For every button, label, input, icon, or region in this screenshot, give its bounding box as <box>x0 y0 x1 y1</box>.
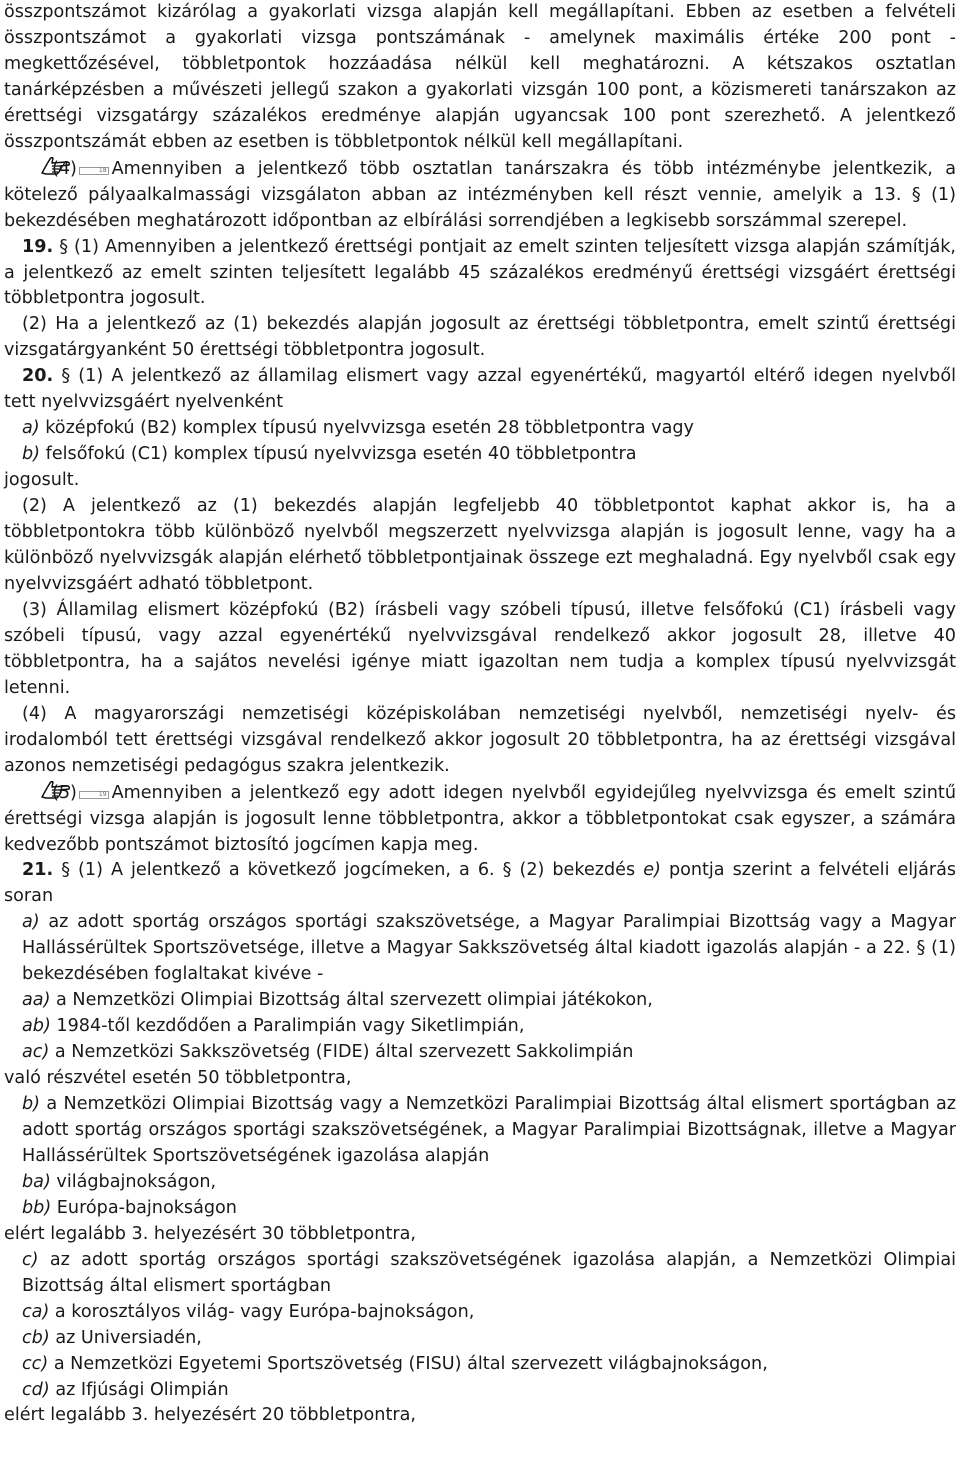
list-item-ac <box>4 1040 956 1066</box>
item-label: c) <box>22 1249 39 1270</box>
section-number: 20. <box>22 366 54 387</box>
paragraph-number: (5) <box>52 782 77 803</box>
item-label: aa) <box>22 990 51 1011</box>
section-19-paragraph-1 <box>4 235 956 313</box>
section-21-paragraph-1 <box>4 858 956 910</box>
item-text: az adott sportág országos sportági szakszövetségének igazolása alapján, a Nemzetközi Olimpiai Bizottság által elismert sportágban <box>22 1249 956 1296</box>
item-text: felsőfokú (C1) komplex típusú nyelvvizsga esetén 40 többletpontra <box>45 444 637 465</box>
item-text: középfokú (B2) komplex típusú nyelvvizsga esetén 28 többletpontra vagy <box>45 418 694 439</box>
section-number: 21. <box>22 860 54 881</box>
list-tail: való részvétel esetén 50 többletpontra, <box>4 1068 352 1089</box>
item-text: a Nemzetközi Sakkszövetség (FIDE) által szervezett Sakkolimpián <box>54 1042 634 1063</box>
item-text: az Ifjúsági Olimpián <box>55 1379 229 1400</box>
item-label: ac) <box>22 1042 50 1063</box>
paragraph-18-4 <box>4 156 956 235</box>
footnote-ref[interactable]: 19 <box>79 791 109 799</box>
list-item-bb <box>4 1196 956 1222</box>
item-text: a Nemzetközi Olimpiai Bizottság által szervezett olimpiai játékokon, <box>56 990 653 1011</box>
list-item-aa <box>4 988 956 1014</box>
section-20-paragraph-5 <box>4 780 956 859</box>
item-label: ca) <box>22 1301 50 1322</box>
list-item-a <box>4 910 956 988</box>
paragraph-text: Amennyiben a jelentkező több osztatlan tanárszakra és több intézménybe jelentkezik, a kötelező pályaalkalmassági vizsgálaton abban az intézményben kell részt vennie, amelyik a 13. § (1) bekezdésében meghatározott időpontban az elbírálási sorrendjében a legkisebb sorszámmal szerepel. <box>4 158 956 231</box>
item-text: az Universiadén, <box>55 1327 202 1348</box>
item-label: bb) <box>22 1197 52 1218</box>
list-item-cb <box>4 1326 956 1352</box>
list-item-cd <box>4 1378 956 1404</box>
list-item-ca <box>4 1300 956 1326</box>
list-item-ba <box>4 1170 956 1196</box>
item-label: ba) <box>22 1171 51 1192</box>
item-text: 1984-től kezdődően a Paralimpián vagy Siketlimpián, <box>56 1016 525 1037</box>
item-text: az adott sportág országos sportági szakszövetsége, a Magyar Paralimpiai Bizottság vagy a Magyar Hallássérültek Sportszövetsége, illetve a Magyar Sakkszövetség által kiadott igazolás alapján - a 22. § (1) bekezdésében foglaltakat kivéve - <box>22 912 957 985</box>
list-item-c <box>4 1248 956 1300</box>
section-20-paragraph-2: (2) A jelentkező az (1) bekezdés alapján legfeljebb 40 többletpontot kaphat akkor is, ha a többletpontokra több különböző nyelvből megszerzett nyelvvizsga alapján is jogosult lenne, vagy ha a különböző nyelvvizsgák alapján elérhető többletpontjainak összege ezt meghaladná. Egy nyelvből csak egy nyelvvizsgáért adható többletpont. <box>4 496 956 594</box>
paragraph-text: Amennyiben a jelentkező egy adott idegen nyelvből egyidejűleg nyelvvizsga és emelt szintű érettségi vizsga alapján is jogosult lenne többletpontra, akkor a többletpontokat csak egyszer, a számára kedvezőbb pontszámot biztosító jogcímen kapja meg. <box>4 782 956 855</box>
list-item-b <box>4 442 956 468</box>
footnote-ref[interactable]: 18 <box>79 167 109 175</box>
pointing-hand-icon[interactable] <box>22 156 52 176</box>
item-text: világbajnokságon, <box>56 1171 217 1192</box>
paragraph-number: (4) <box>52 158 77 179</box>
list-item-cc <box>4 1352 956 1378</box>
pointing-hand-icon[interactable] <box>22 780 52 800</box>
item-text: a korosztályos világ- vagy Európa-bajnokságon, <box>54 1301 475 1322</box>
list-tail: elért legalább 3. helyezésért 20 többletpontra, <box>4 1405 416 1426</box>
item-text: Európa-bajnokságon <box>56 1197 237 1218</box>
paragraph-continuation: összpontszámot kizárólag a gyakorlati vizsga alapján kell megállapítani. Ebben az esetben a felvételi összpontszámot a gyakorlati vizsga pontszámának - amelynek maximális értéke 200 pont - megkettőzésével, többletpontok hozzáadása nélkül kell meghatározni. A kétszakos osztatlan tanárképzésben a művészeti jellegű szakon a gyakorlati vizsgán 100 pont, a közismereti tanárszakon az érettségi vizsgatárgy százalékos eredménye alapján ugyancsak 100 pont szerezhető. A jelentkező összpontszámát ebben az esetben is többletpontok nélkül kell megállapítani. <box>4 2 956 152</box>
list-tail: jogosult. <box>4 470 80 491</box>
paragraph-text: § (1) Amennyiben a jelentkező érettségi pontjait az emelt szinten teljesített vizsga alapján számítják, a jelentkező az emelt szinten teljesített legalább 45 százalékos eredményű érettségi vizsgáért érettségi többletpontra jogosult. <box>4 236 957 309</box>
section-number: 19. <box>22 236 54 257</box>
item-label: b) <box>22 444 41 465</box>
section-20-paragraph-4: (4) A magyarországi nemzetiségi középiskolában nemzetiségi nyelvből, nemzetiségi nyelv- és irodalomból tett érettségi vizsgával rendelkező akkor jogosult 20 többletpontra, ha az érettségi vizsgával azonos nemzetiségi pedagógus szakra jelentkezik. <box>4 703 956 776</box>
item-label: cc) <box>22 1353 49 1374</box>
paragraph-text: § (1) A jelentkező a következő jogcímeken, a 6. § (2) bekezdés <box>61 860 636 881</box>
section-20-paragraph-1 <box>4 364 956 416</box>
list-item-ab <box>4 1014 956 1040</box>
paragraph-text: pontja szerint a felvételi eljárás soran <box>4 860 957 907</box>
list-item-b <box>4 1092 956 1170</box>
item-label: cb) <box>22 1327 50 1348</box>
item-label: a) <box>22 418 40 439</box>
item-ref: e) <box>643 860 661 881</box>
item-label: cd) <box>22 1379 50 1400</box>
list-item-a <box>4 416 956 442</box>
item-label: ab) <box>22 1016 51 1037</box>
item-label: b) <box>22 1094 41 1115</box>
section-20-paragraph-3: (3) Államilag elismert középfokú (B2) írásbeli vagy szóbeli típusú, illetve felsőfokú (C1) írásbeli vagy szóbeli típusú, vagy azzal egyenértékű nyelvvizsgával rendelkező akkor jogosult 28, illetve 40 többletpontra, ha a sajátos nevelési igénye miatt igazoltan nem tudja a komplex típusú nyelvvizsgát letenni. <box>4 599 956 698</box>
item-label: a) <box>22 912 40 933</box>
section-19-paragraph-2: (2) Ha a jelentkező az (1) bekezdés alapján jogosult az érettségi többletpontra, emelt szintű érettségi vizsgatárgyanként 50 érettségi többletpontra jogosult. <box>4 314 956 361</box>
item-text: a Nemzetközi Olimpiai Bizottság vagy a Nemzetközi Paralimpiai Bizottság által elismert sportágban az adott sportág országos sportági szakszövetségének, a Magyar Paralimpiai Bizottságnak, illetve a Magyar Hallássérültek Sportszövetségének igazolása alapján <box>22 1094 956 1166</box>
item-text: a Nemzetközi Egyetemi Sportszövetség (FISU) által szervezett világbajnokságon, <box>53 1353 768 1374</box>
paragraph-text: § (1) A jelentkező az államilag elismert vagy azzal egyenértékű, magyartól eltérő idegen nyelvből tett nyelvvizsgáért nyelvenként <box>4 366 956 413</box>
list-tail: elért legalább 3. helyezésért 30 többletpontra, <box>4 1223 416 1244</box>
